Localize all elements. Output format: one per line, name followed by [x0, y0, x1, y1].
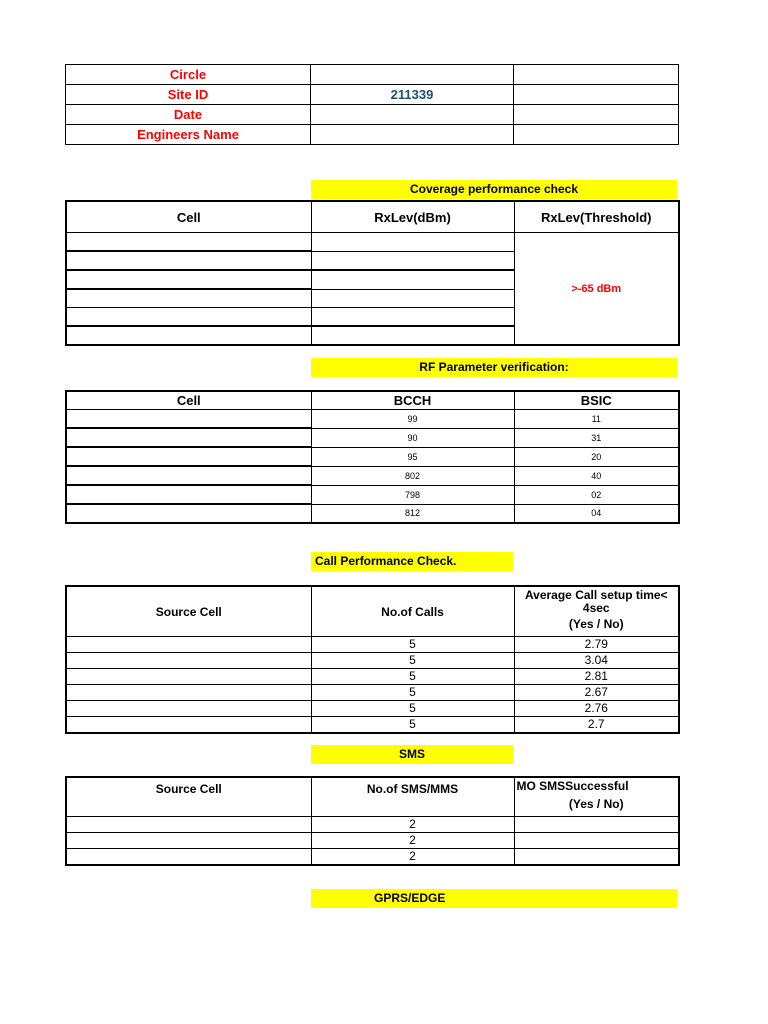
mo-sms-successful-column-header	[514, 777, 679, 817]
table-row	[66, 428, 679, 447]
coverage-check-heading: Coverage performance check	[311, 180, 677, 199]
table-row	[66, 447, 679, 466]
call-setup-time: 2.79	[514, 637, 679, 653]
coverage-cell	[66, 233, 311, 252]
info-label: Site ID	[66, 85, 311, 105]
call-source-cell	[66, 701, 311, 717]
call-count: 5	[311, 717, 514, 734]
cell-column-header: Cell	[66, 201, 311, 233]
coverage-rxlev	[311, 251, 514, 270]
call-performance-table	[65, 585, 680, 734]
call-setup-time: 2.67	[514, 685, 679, 701]
call-source-cell	[66, 653, 311, 669]
rxlev-threshold-value: >-65 dBm	[514, 233, 679, 346]
info-value	[311, 105, 514, 125]
rf-bcch: 95	[311, 447, 514, 466]
table-row	[66, 466, 679, 485]
rf-cell	[66, 428, 311, 447]
info-value	[311, 65, 514, 85]
rf-bsic: 40	[514, 466, 679, 485]
rf-bsic: 20	[514, 447, 679, 466]
info-extra	[514, 85, 679, 105]
table-row	[66, 717, 679, 734]
rf-bcch: 802	[311, 466, 514, 485]
table-row	[66, 485, 679, 504]
info-extra	[514, 105, 679, 125]
rf-bsic: 04	[514, 504, 679, 523]
table-row	[66, 637, 679, 653]
table-row	[66, 504, 679, 523]
cell-column-header: Cell	[66, 391, 311, 410]
number-of-sms-column-header: No.of SMS/MMS	[311, 777, 514, 817]
info-label: Engineers Name	[66, 125, 311, 145]
rf-bsic: 31	[514, 428, 679, 447]
sms-result	[514, 817, 679, 833]
rxlev-threshold-column-header: RxLev(Threshold)	[514, 201, 679, 233]
yes-no-label: (Yes / No)	[568, 797, 624, 811]
call-source-cell	[66, 717, 311, 734]
info-value: 211339	[311, 85, 514, 105]
table-row	[66, 653, 679, 669]
rf-bcch: 90	[311, 428, 514, 447]
rf-cell	[66, 504, 311, 523]
rf-bcch: 812	[311, 504, 514, 523]
rf-parameter-heading: RF Parameter verification:	[311, 358, 677, 377]
table-row	[66, 701, 679, 717]
coverage-rxlev	[311, 326, 514, 345]
source-cell-column-header: Source Cell	[66, 777, 311, 817]
call-setup-time: 2.76	[514, 701, 679, 717]
table-row	[66, 669, 679, 685]
source-cell-column-header: Source Cell	[66, 586, 311, 637]
rf-bcch: 798	[311, 485, 514, 504]
call-source-cell	[66, 637, 311, 653]
info-row	[66, 85, 679, 105]
call-performance-heading: Call Performance Check.	[311, 552, 513, 571]
table-row	[66, 849, 679, 866]
info-extra	[514, 65, 679, 85]
coverage-cell	[66, 251, 311, 270]
call-setup-time: 3.04	[514, 653, 679, 669]
sms-result	[514, 849, 679, 866]
call-setup-time: 2.7	[514, 717, 679, 734]
call-count: 5	[311, 685, 514, 701]
coverage-rxlev	[311, 270, 514, 289]
rf-bcch: 99	[311, 410, 514, 429]
call-count: 5	[311, 637, 514, 653]
yes-no-label: (Yes / No)	[568, 617, 624, 631]
coverage-rxlev	[311, 289, 514, 308]
bcch-column-header: BCCH	[311, 391, 514, 410]
table-row	[66, 833, 679, 849]
rxlev-column-header: RxLev(dBm)	[311, 201, 514, 233]
info-value	[311, 125, 514, 145]
table-row	[66, 410, 679, 429]
gprs-edge-heading: GPRS/EDGE	[311, 889, 677, 908]
mo-sms-successful-label: MO SMSSuccessful	[516, 779, 629, 793]
sms-result	[514, 833, 679, 849]
rf-cell	[66, 410, 311, 429]
coverage-cell	[66, 270, 311, 289]
bsic-column-header: BSIC	[514, 391, 679, 410]
sms-table	[65, 776, 680, 866]
call-setup-time-label: Average Call setup time< 4sec	[524, 588, 668, 615]
coverage-cell	[66, 289, 311, 308]
sms-source-cell	[66, 817, 311, 833]
site-info-table	[65, 64, 679, 145]
sms-count: 2	[311, 849, 514, 866]
call-setup-time: 2.81	[514, 669, 679, 685]
info-row	[66, 125, 679, 145]
info-label: Circle	[66, 65, 311, 85]
sms-source-cell	[66, 849, 311, 866]
sms-heading: SMS	[311, 745, 513, 764]
sms-source-cell	[66, 833, 311, 849]
call-count: 5	[311, 701, 514, 717]
rf-cell	[66, 466, 311, 485]
call-source-cell	[66, 685, 311, 701]
table-row	[66, 817, 679, 833]
rf-parameter-table	[65, 390, 680, 524]
sms-count: 2	[311, 833, 514, 849]
call-count: 5	[311, 669, 514, 685]
coverage-cell	[66, 326, 311, 345]
call-setup-time-column-header	[514, 586, 679, 637]
sms-count: 2	[311, 817, 514, 833]
table-row	[66, 685, 679, 701]
info-label: Date	[66, 105, 311, 125]
info-row	[66, 105, 679, 125]
call-count: 5	[311, 653, 514, 669]
info-extra	[514, 125, 679, 145]
rf-bsic: 02	[514, 485, 679, 504]
coverage-rxlev	[311, 308, 514, 327]
coverage-rxlev	[311, 233, 514, 252]
rf-cell	[66, 447, 311, 466]
coverage-table	[65, 200, 680, 346]
number-of-calls-column-header: No.of Calls	[311, 586, 514, 637]
call-source-cell	[66, 669, 311, 685]
info-row	[66, 65, 679, 85]
rf-bsic: 11	[514, 410, 679, 429]
coverage-cell	[66, 308, 311, 327]
rf-cell	[66, 485, 311, 504]
